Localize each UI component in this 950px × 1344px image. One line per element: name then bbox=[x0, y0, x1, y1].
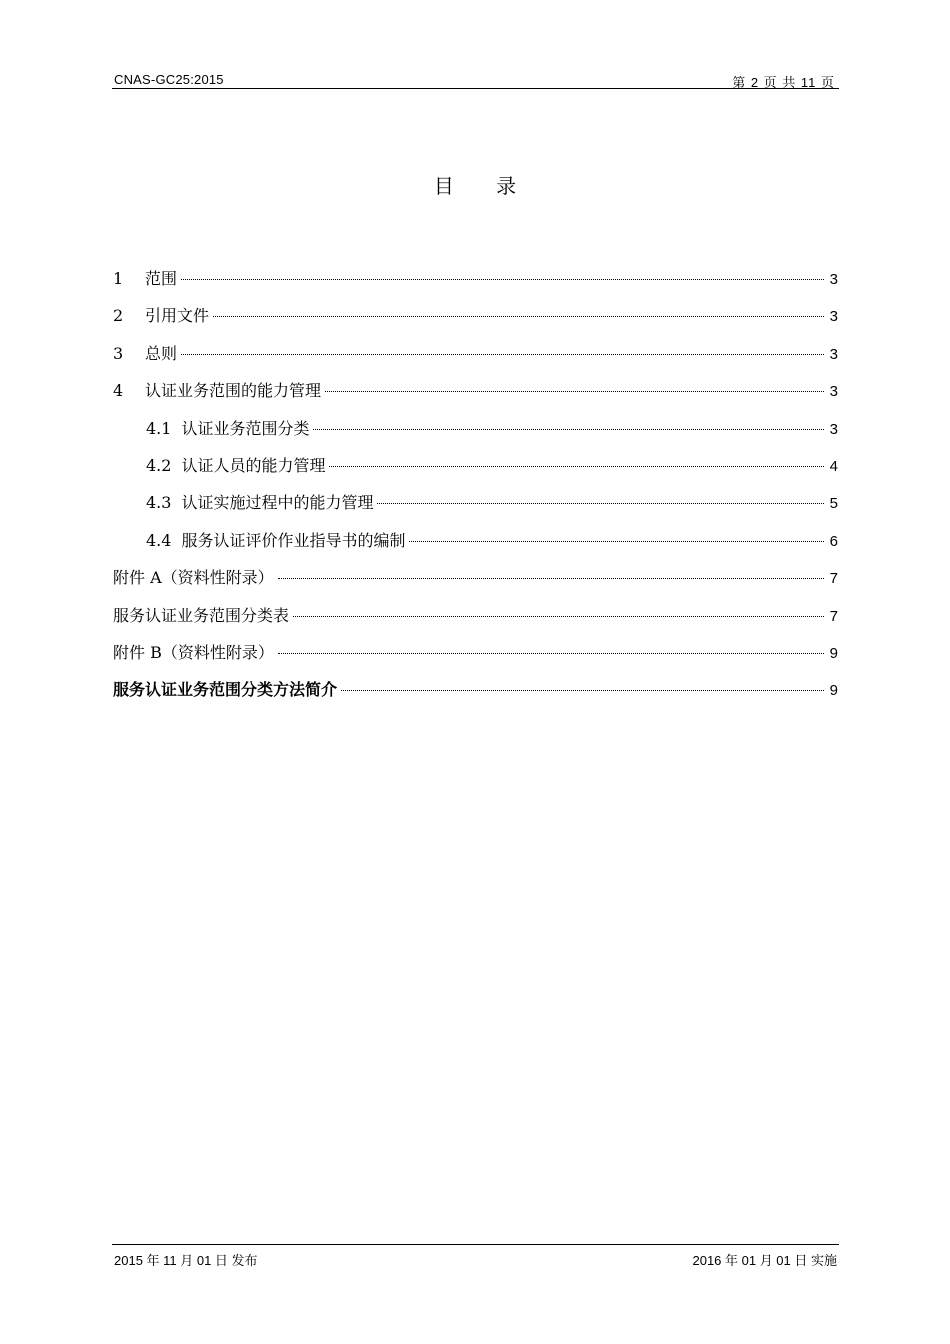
dot-leader bbox=[377, 503, 824, 504]
toc-entry-4-2[interactable] bbox=[113, 454, 838, 491]
toc-entry-page: 3 bbox=[829, 308, 838, 326]
toc-entry-general[interactable] bbox=[113, 342, 838, 379]
toc-entry-page: 7 bbox=[829, 570, 838, 588]
toc-entry-label: 附件 B（资料性附录） bbox=[113, 642, 274, 662]
toc-entry-page: 3 bbox=[829, 271, 838, 288]
toc-title: 目 录 bbox=[433, 174, 535, 198]
toc-entry-label: 认证业务范围的能力管理 bbox=[145, 381, 322, 401]
toc-entry-number: 4.4 bbox=[146, 530, 172, 550]
toc-entry-label: 认证实施过程中的能力管理 bbox=[181, 493, 374, 513]
dot-leader bbox=[409, 541, 824, 542]
dot-leader bbox=[341, 690, 824, 691]
page-number-info: 第 2 页 共 11 页 bbox=[732, 75, 835, 90]
effective-date: 2016 年 01 月 01 日 实施 bbox=[692, 1253, 837, 1268]
toc-entry-label: 服务认证业务范围分类表 bbox=[113, 605, 290, 625]
dot-leader bbox=[181, 279, 824, 280]
dot-leader bbox=[293, 616, 824, 617]
toc-entry-annex-b-title[interactable] bbox=[113, 678, 838, 715]
toc-entry-page: 3 bbox=[829, 383, 838, 401]
toc-entry-number: 4.3 bbox=[146, 493, 172, 513]
page-header bbox=[112, 70, 839, 89]
toc-entry-scope[interactable] bbox=[113, 267, 838, 304]
toc-entry-number: 3 bbox=[113, 343, 124, 363]
toc-entry-number: 1 bbox=[113, 269, 124, 288]
toc-entry-number: 4.1 bbox=[146, 418, 172, 438]
toc-entry-references[interactable] bbox=[113, 304, 838, 341]
toc-entry-label: 附件 A（资料性附录） bbox=[113, 568, 274, 588]
toc-entry-page: 6 bbox=[829, 532, 838, 550]
toc-entry-page: 3 bbox=[829, 345, 838, 363]
document-code: CNAS-GC25:2015 bbox=[114, 72, 224, 87]
toc-entry-number: 4.2 bbox=[146, 455, 172, 475]
toc-entry-page: 4 bbox=[829, 457, 838, 475]
toc-entry-competence-management[interactable] bbox=[113, 379, 838, 416]
toc-entry-page: 5 bbox=[829, 495, 838, 513]
dot-leader bbox=[313, 429, 824, 430]
toc-entry-label: 认证人员的能力管理 bbox=[181, 455, 326, 475]
toc-entry-page: 9 bbox=[829, 644, 838, 662]
toc-entry-label: 服务认证评价作业指导书的编制 bbox=[181, 530, 406, 550]
toc-entry-label: 认证业务范围分类 bbox=[181, 418, 310, 438]
dot-leader bbox=[325, 391, 824, 392]
dot-leader bbox=[181, 354, 824, 355]
toc-entry-page: 3 bbox=[829, 420, 838, 438]
toc-entry-4-1[interactable] bbox=[113, 417, 838, 454]
dot-leader bbox=[278, 653, 824, 654]
toc-entry-annex-a-title[interactable] bbox=[113, 604, 838, 641]
table-of-contents bbox=[113, 267, 838, 716]
issue-date: 2015 年 11 月 01 日 发布 bbox=[114, 1253, 258, 1268]
toc-entry-label: 服务认证业务范围分类方法简介 bbox=[113, 680, 338, 700]
toc-entry-page: 9 bbox=[829, 682, 838, 700]
toc-entry-4-4[interactable] bbox=[113, 529, 838, 566]
toc-entry-annex-b[interactable] bbox=[113, 641, 838, 678]
toc-entry-label: 引用文件 bbox=[145, 306, 210, 326]
toc-entry-label: 总则 bbox=[145, 343, 178, 363]
toc-entry-page: 7 bbox=[829, 607, 838, 625]
dot-leader bbox=[329, 466, 824, 467]
toc-entry-label: 范围 bbox=[145, 269, 178, 288]
page-footer bbox=[112, 1244, 839, 1268]
dot-leader bbox=[213, 316, 824, 317]
toc-entry-number: 2 bbox=[113, 306, 124, 326]
dot-leader bbox=[278, 578, 824, 579]
toc-entry-4-3[interactable] bbox=[113, 491, 838, 528]
toc-entry-number: 4 bbox=[113, 381, 124, 401]
toc-entry-annex-a[interactable] bbox=[113, 566, 838, 603]
